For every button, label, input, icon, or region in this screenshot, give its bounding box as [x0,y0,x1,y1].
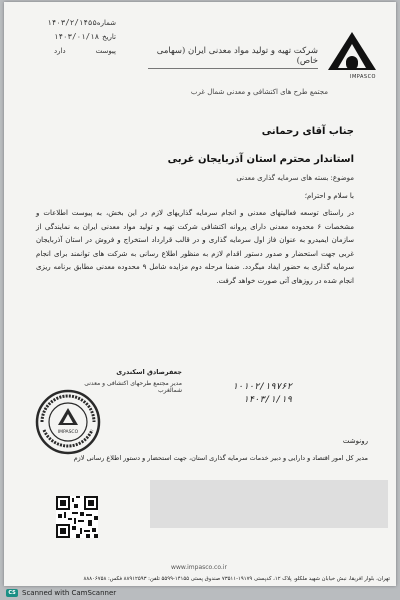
cc-label: رونوشت [342,437,368,445]
qr-code [56,496,98,538]
date-value: ۱۴۰۳/۰۱/۱۸ [54,32,100,41]
company-stamp [34,388,102,456]
camscanner-watermark [6,589,116,597]
footer-address: تهران، بلوار آفریقا، نبش خیابان شهید ملکلو، پلاک ۱۲، کدپستی ۱۹۱۷۹-۷۳۵۱۱ صندوق پستی ۱۴۱۵۵-۵۵۹۹ تلفن: ۸۸۹۱۲۵۹۳ فکس: ۸۸۸۰۶۷۵۸ [83,576,390,582]
impasco-logo [326,30,378,78]
letter-body-paragraph: در راستای توسعه فعالیتهای معدنی و انجام سرمایه گذاریهای لازم در این بخش، به پیوست اطلاعات و مشخصات ۶ محدوده معدنی دارای پروانه اکتشافی شرکت تهیه و تولید مواد معدنی ایران به نمایندگی از سازمان ایمیدرو به عنوان فاز اول سرمایه گذاری و در قالب قرارداد استخراج و فروش در استان آذربایجان غربی جهت استحضار و صدور دستور اقدام لازم به منظور اطلاع رسانی به شرکت های توانمند برای انجام سرمایه گذاری به حضور ایفاد میگردد. ضمنا مرحله دوم مزایده شامل ۹ محدوده معدنی مطابق برنامه ریزی انجام شده در روزهای آتی صورت خواهد گرفت. [36,209,354,285]
website-text: www.impasco.co.ir [171,564,227,571]
letter-body [36,207,354,288]
number-row [47,16,116,30]
recipient-title: استاندار محترم استان آذربایجان غربی [167,154,354,165]
attachment-value: دارد [54,47,66,55]
date-label: تاریخ [102,33,116,41]
cc-text: مدیر کل امور اقتصاد و دارایی و دبیر خدمات سرمایه گذاری استان، جهت استحضار و دستور اطلاع رسانی لازم [73,454,368,462]
company-name [148,46,318,68]
company-underline [148,68,318,69]
logo-caption: IMPASCO [349,74,376,80]
registration-date: ۱۴۰۳/۱/۱۹ [243,395,292,405]
stamp-label: IMPASCO [57,430,79,435]
signer-name: جعفرصادق اسکندری [116,368,182,376]
camscanner-text: Scanned with CamScanner [22,589,117,597]
number-value: ۱۴۰۳/۲/۱۴۵۵ [47,18,97,27]
registration-handwritten [210,382,292,408]
signer-title: مدیر مجتمع طرحهای اکتشافی و معدنی شمالغرب [84,380,182,394]
redacted-area [150,480,388,528]
company-name-text: شرکت تهیه و تولید مواد معدنی ایران (سهامی خاص) [156,46,318,66]
date-row [54,30,116,44]
attachment-label: پیوست [95,47,116,55]
letter-meta [47,16,116,58]
number-label: شماره [96,19,116,27]
letter-page [4,2,396,586]
letter-subject: موضوع: بسته های سرمایه گذاری معدنی [236,174,354,182]
letter-greeting: با سلام و احترام؛ [304,192,354,200]
camscanner-icon: CS [6,589,18,597]
complex-name: مجتمع طرح های اکتشافی و معدنی شمال غرب [190,88,328,96]
attachment-row [54,44,116,58]
recipient-name: جناب آقای رحمانی [261,126,354,137]
registration-number: ۱۰۱۰۲/۱۹۷۶۲ [232,382,292,392]
